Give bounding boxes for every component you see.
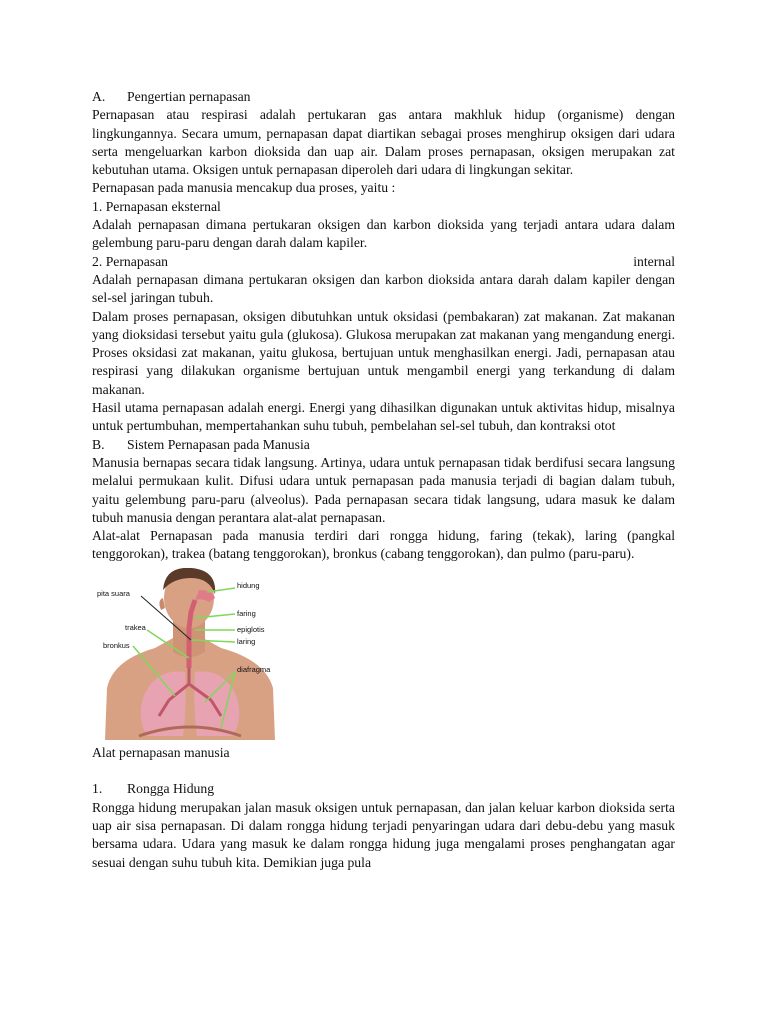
section-b-paragraph-1: Manusia bernapas secara tidak langsung. Artinya, udara untuk pernapasan tidak berdifusi secara langsung melalui permukaan kulit. Difusi udara untuk pernapasan pada manusia terjadi di bagian dalam tubuh, yaitu gelembung paru-paru (alveolus). Pada pernapasan secara tidak langsung, udara masuk ke dalam tubuh manusia dengan perantara alat-alat pernapasan.	[92, 454, 675, 525]
section-1-paragraph: Rongga hidung merupakan jalan masuk oksigen untuk pernapasan, dan jalan keluar karbon dioksida serta uap air sisa pernapasan. Di dalam rongga hidung terjadi penyaringan udara dari debu-debu yang masuk bersama udara. Udara yang masuk ke dalam rongga hidung juga mengalami proses penghangatan agar sesuai dengan suhu tubuh kita. Demikian juga pula	[92, 799, 675, 870]
blank-line	[92, 762, 675, 780]
oxidation-paragraph: Dalam proses pernapasan, oksigen dibutuhkan untuk oksidasi (pembakaran) zat makanan. Zat makanan yang dioksidasi tersebut yaitu gula (glukosa). Glukosa merupakan zat makanan yang mengandung energi. Proses oksidasi zat makanan, yaitu glukosa, bertujuan untuk menghasilkan energi. Jadi, pernapasan atau respirasi yang dilakukan organisme bertujuan untuk mengambil energi yang terkandung di dalam makanan.	[92, 308, 675, 397]
section-a-intro: Pernapasan pada manusia mencakup dua proses, yaitu :	[92, 180, 396, 196]
item-2-text: Adalah pernapasan dimana pertukaran oksigen dan karbon dioksida antara darah dalam kapiler dengan sel-sel jaringan tubuh.	[92, 271, 675, 306]
label-trakea: trakea	[125, 622, 146, 632]
label-faring: faring	[237, 608, 256, 618]
result-paragraph: Hasil utama pernapasan adalah energi. Energi yang dihasilkan digunakan untuk aktivitas hidup, misalnya untuk pertumbuhan, mempertahankan suhu tubuh, pembelahan sel-sel tubuh, dan kontraksi otot	[92, 400, 675, 434]
section-b-title: Sistem Pernapasan pada Manusia	[127, 436, 310, 452]
label-bronkus: bronkus	[103, 640, 130, 650]
item-2-title-left: 2. Pernapasan	[92, 253, 169, 269]
section-1-heading	[92, 780, 675, 798]
section-a-heading	[92, 88, 675, 106]
item-1-text: Adalah pernapasan dimana pertukaran oksigen dan karbon dioksida yang terjadi antara udara dalam gelembung paru-paru dengan darah dalam kapiler.	[92, 217, 675, 251]
section-a-paragraph-1: Pernapasan atau respirasi adalah pertukaran gas antara makhluk hidup (organisme) dengan lingkungannya. Secara umum, pernapasan dapat diartikan sebagai proses menghirup oksigen dari udara serta mengeluarkan karbon dioksida dan uap air. Dalam proses pernapasan, oksigen merupakan zat kebutuhan utama. Oksigen untuk pernapasan diperoleh dari udara di lingkungan sekitar.	[92, 107, 675, 178]
section-b-heading	[92, 436, 675, 454]
section-a-title: Pengertian pernapasan	[127, 89, 251, 104]
label-laring: laring	[237, 636, 256, 646]
document-page	[92, 88, 675, 872]
section-1-number: 1.	[92, 781, 103, 797]
section-b-paragraph-2: Alat-alat Pernapasan pada manusia terdiri dari rongga hidung, faring (tekak), laring (pangkal tenggorokan), trakea (batang tenggorokan), bronkus (cabang tenggorokan), dan pulmo (paru-paru).	[92, 528, 675, 562]
figure-caption: Alat pernapasan manusia	[92, 744, 230, 760]
item-1-title: 1. Pernapasan eksternal	[92, 198, 221, 214]
label-epiglotis: epiglotis	[237, 624, 265, 634]
section-a-number: A.	[92, 89, 106, 104]
label-pita-suara: pita suara	[97, 588, 130, 598]
section-b-number: B.	[92, 436, 105, 452]
label-diafragma: diafragma	[237, 664, 271, 674]
respiratory-system-figure	[95, 568, 295, 740]
section-1-title: Rongga Hidung	[127, 781, 215, 797]
item-2-title	[92, 253, 675, 271]
label-hidung: hidung	[237, 580, 260, 590]
item-2-title-right: internal	[633, 253, 675, 269]
